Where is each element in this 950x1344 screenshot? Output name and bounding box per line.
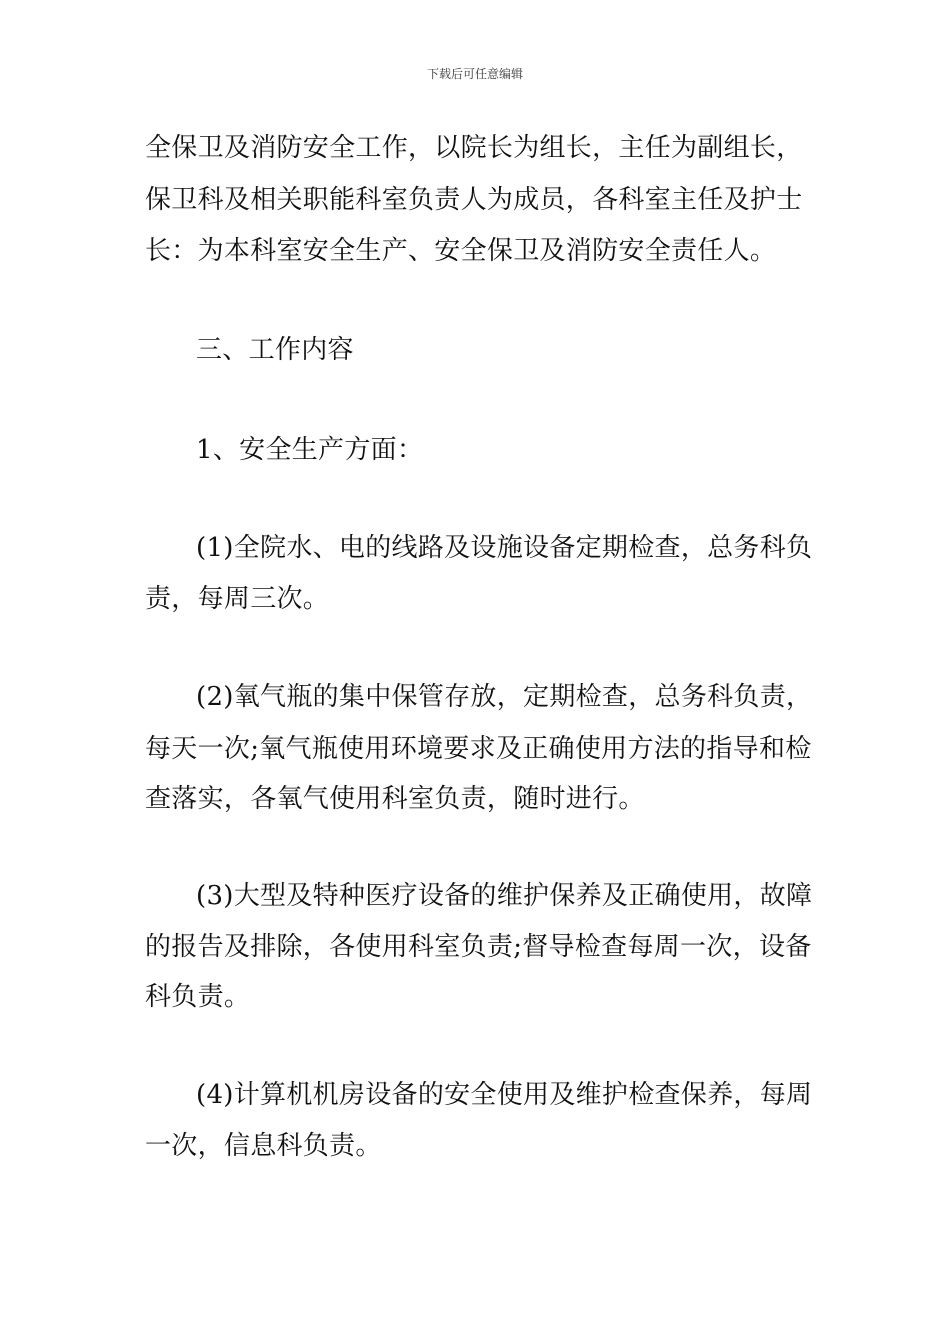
section-heading: 三、工作内容 — [196, 335, 354, 365]
paragraph-line: 全保卫及消防安全工作，以院长为组长，主任为副组长， — [145, 133, 803, 163]
list-item-line: 查落实，各氧气使用科室负责，随时进行。 — [145, 784, 645, 814]
list-item-line: (3)大型及特种医疗设备的维护保养及正确使用，故障 — [196, 881, 813, 911]
list-item-line: 责，每周三次。 — [145, 584, 330, 614]
list-item-line: (4)计算机机房设备的安全使用及维护检查保养，每周 — [196, 1080, 813, 1110]
subsection-heading: 1、安全生产方面： — [196, 435, 424, 465]
paragraph-line: 长：为本科室安全生产、安全保卫及消防安全责任人。 — [145, 236, 777, 266]
list-item-line: 一次，信息科负责。 — [145, 1131, 382, 1161]
list-item-line: 每天一次;氧气瓶使用环境要求及正确使用方法的指导和检 — [145, 734, 812, 764]
list-item-line: 科负责。 — [145, 982, 251, 1012]
paragraph-line: 保卫科及相关职能科室负责人为成员，各科室主任及护士 — [145, 185, 803, 215]
page-header-note: 下载后可任意编辑 — [426, 67, 523, 81]
list-item-line: (2)氧气瓶的集中保管存放，定期检查，总务科负责， — [196, 682, 813, 712]
list-item-line: (1)全院水、电的线路及设施设备定期检查，总务科负 — [196, 533, 813, 563]
list-item-line: 的报告及排除，各使用科室负责;督导检查每周一次，设备 — [145, 932, 812, 962]
